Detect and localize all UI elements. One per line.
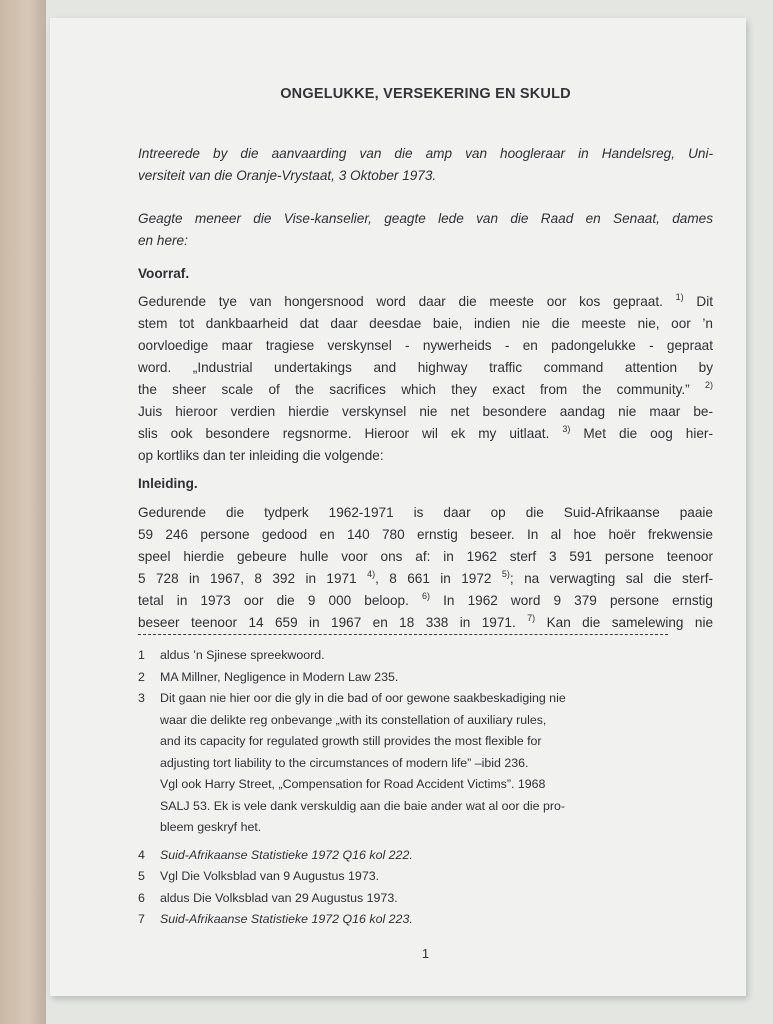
- footnote-line: and its capacity for regulated growth still provides the most flexible for: [160, 734, 542, 748]
- section-heading-voorraf: Voorraf.: [138, 266, 190, 281]
- footnote-line: aldus ’n Sjinese spreekwoord.: [160, 648, 325, 662]
- greeting-line: en here:: [138, 233, 188, 248]
- footnote-ref[interactable]: 7): [527, 613, 536, 623]
- footnote: [138, 909, 716, 931]
- greeting-paragraph: [138, 208, 713, 252]
- footnote-ref[interactable]: 6): [422, 591, 431, 601]
- footnote-line: adjusting tort liability to the circumstances of modern life” –ibid 236.: [160, 755, 529, 770]
- footnote-line: bleem geskryf het.: [160, 820, 262, 834]
- footnote-line: Suid-Afrikaanse Statistieke 1972 Q16 kol 222.: [160, 847, 413, 862]
- text-line: beseer teenoor 14 659 in 1967 en 18 338 in 1971. $^{7)}$ Kan die samelewing nie: [138, 613, 714, 630]
- footnote-number: 2: [138, 669, 145, 684]
- greeting-line: Geagte meneer die Vise-kanselier, geagte lede van die Raad en Senaat, dames: [138, 211, 713, 226]
- footnote-line: Dit gaan nie hier oor die gly in die bad of oor gewone saakbeskadiging nie: [160, 691, 566, 705]
- facing-page-edge: [0, 0, 46, 1024]
- text-line: Gedurende tye van hongersnood word daar die meeste oor kos gepraat. $^{1)}$ Dit: [138, 292, 714, 309]
- text-line: word. „Industrial undertakings and highway traffic command attention by: [138, 360, 713, 375]
- footnote-ref[interactable]: 1): [675, 292, 684, 302]
- footnote-number: 5: [138, 869, 145, 883]
- footnote-number: 1: [138, 648, 145, 662]
- footnote-line: waar die delikte reg onbevange „with its constellation of auxiliary rules,: [160, 712, 547, 727]
- page-title: ONGELUKKE, VERSEKERING EN SKULD: [280, 86, 571, 102]
- footnote-number: 7: [138, 912, 145, 926]
- footnote: [138, 688, 716, 839]
- text-line: tetal in 1973 oor die 9 000 beloop. $^{6)}$ In 1962 word 9 379 persone ernstig: [138, 591, 713, 608]
- text-line: the sheer scale of the sacrifices which they exact from the community.” $^{2)}$: [138, 380, 714, 397]
- footnote-line: MA Millner, Negligence in Modern Law 235.: [160, 669, 399, 684]
- footnote-number: 4: [138, 847, 145, 862]
- section-heading-inleiding: Inleiding.: [138, 476, 198, 491]
- text-line: Gedurende die tydperk 1962-1971 is daar op die Suid-Afrikaanse paaie: [138, 505, 713, 520]
- footnote-line: Suid-Afrikaanse Statistieke 1972 Q16 kol 223.: [160, 912, 413, 926]
- text-line: stem tot dankbaarheid dat daar deesdae baie, indien nie die meeste nie, oor ’n: [138, 316, 713, 331]
- footnote-number: 3: [138, 691, 145, 705]
- footnote-ref[interactable]: 5): [501, 569, 510, 579]
- document-page: [50, 18, 746, 996]
- text-line: oorvloedige maar tragiese verskynsel - nywerheids - en padongelukke - gepraat: [138, 338, 713, 353]
- footnote-line: SALJ 53. Ek is vele dank verskuldig aan die baie ander wat al oor die pro-: [160, 798, 565, 813]
- footnote: [138, 667, 716, 689]
- text-line: speel hierdie gebeure hulle voor ons af: in 1962 sterf 3 591 persone teenoor: [138, 549, 713, 564]
- footnotes: [138, 645, 716, 931]
- intro-paragraph: [138, 143, 713, 187]
- footnote-line: Vgl Die Volksblad van 9 Augustus 1973.: [160, 869, 380, 883]
- footnote: [138, 888, 716, 910]
- section-voorraf-text: [138, 291, 713, 467]
- text-line: op kortliks dan ter inleiding die volgende:: [138, 448, 384, 463]
- footnote-line: Vgl ook Harry Street, „Compensation for Road Accident Victims”. 1968: [160, 777, 546, 791]
- text-line: 5 728 in 1967, 8 392 in 1971 $^{4)}$, 8 661 in 1972 $^{5)}$; na verwagting sal die sterf-: [138, 569, 714, 586]
- footnote-ref[interactable]: 3): [562, 424, 571, 434]
- intro-line: Intreerede by die aanvaarding van die amp van hoogleraar in Handelsreg, Uni-: [138, 146, 713, 161]
- footnote-ref[interactable]: 4): [367, 569, 376, 579]
- text-line: Juis hieroor verdien hierdie verskynsel nie net besondere aandag nie maar be-: [138, 404, 713, 419]
- footnote-number: 6: [138, 890, 145, 905]
- footnote: [138, 645, 716, 667]
- intro-line: versiteit van die Oranje-Vrystaat, 3 Oktober 1973.: [138, 168, 437, 183]
- text-line: slis ook besondere regsnorme. Hieroor wil ek my uitlaat. $^{3)}$ Met die oog hier-: [138, 424, 713, 441]
- footnote-separator: [138, 634, 668, 635]
- page-number: 1: [421, 946, 430, 961]
- footnote-ref[interactable]: 2): [705, 380, 714, 390]
- footnote: [138, 866, 716, 888]
- footnote-line: aldus Die Volksblad van 29 Augustus 1973.: [160, 890, 398, 905]
- text-line: 59 246 persone gedood en 140 780 ernstig beseer. In al hoe hoër frekwensie: [138, 527, 713, 542]
- footnote: [138, 845, 716, 867]
- section-inleiding-text: [138, 502, 713, 634]
